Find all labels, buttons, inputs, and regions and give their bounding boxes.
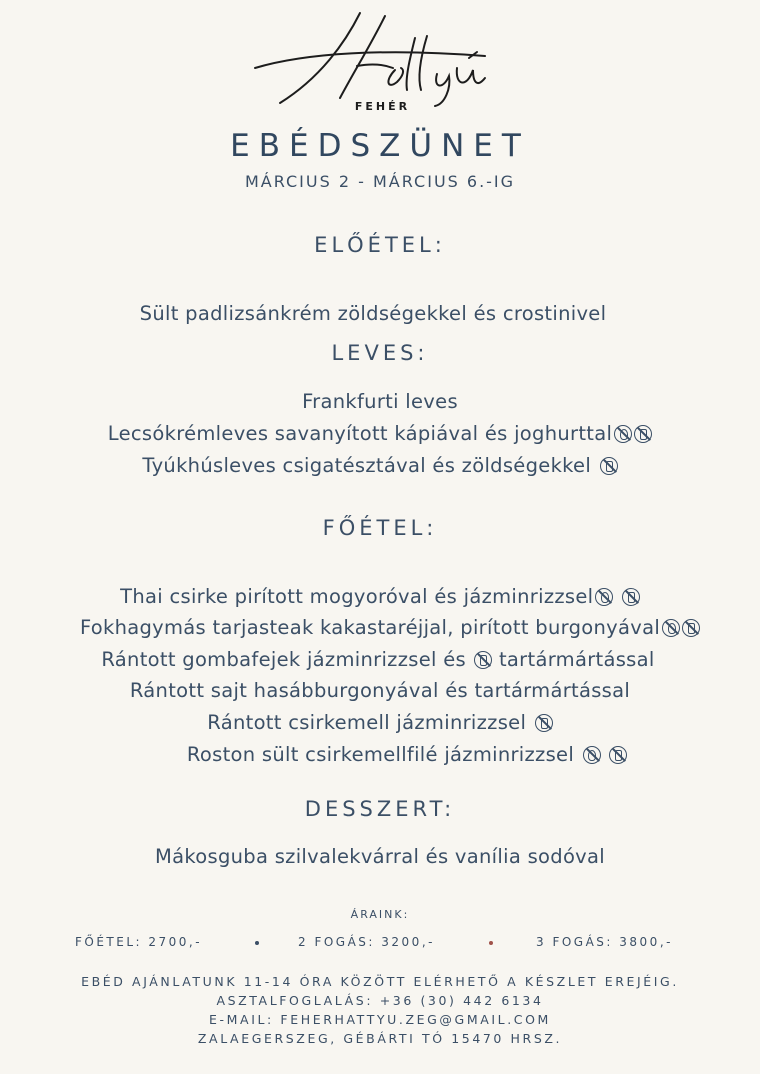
price-three-courses: 3 FOGÁS: 3800,- (536, 935, 673, 949)
dish-item-row (0, 454, 760, 477)
section-heading-eloetel: ELŐÉTEL: (314, 233, 446, 257)
dish-item-row (10, 616, 760, 639)
no-lactose-icon (634, 425, 652, 443)
section-heading-desszert: DESSZERT: (304, 797, 456, 821)
prices-heading: ÁRAINK: (350, 908, 410, 921)
dish-item-row (0, 585, 760, 608)
no-lactose-icon (622, 588, 640, 606)
section-heading-foetel: FŐÉTEL: (322, 516, 438, 540)
no-gluten-icon (662, 619, 680, 637)
dish-item: Rántott csirkemell jázminrizzsel (207, 711, 527, 734)
date-range: MÁRCIUS 2 - MÁRCIUS 6.-IG (244, 172, 516, 191)
dish-item: Frankfurti leves (302, 390, 458, 413)
no-lactose-icon (535, 714, 553, 732)
no-lactose-icon (609, 746, 627, 764)
dish-item-row (0, 422, 760, 445)
dish-item: Roston sült csirkemellfilé jázminrizzsel (186, 743, 575, 766)
dish-item: Sült padlizsánkrém zöldségekkel és crostinivel (139, 302, 607, 325)
dish-item: Tyúkhúsleves csigatésztával és zöldségekkel (142, 454, 592, 477)
dish-item: Fokhagymás tarjasteak kakastaréjjal, pirított burgonyával (79, 616, 661, 639)
logo-script-signature (245, 8, 520, 108)
footer-availability: EBÉD AJÁNLATUNK 11-14 ÓRA KÖZÖTT ELÉRHETŐ A KÉSZLET EREJÉIG. (81, 974, 679, 989)
dish-item: Thai csirke pirított mogyoróval és jázminrizzsel (120, 585, 594, 608)
separator-dot (255, 941, 259, 945)
separator-dot (489, 941, 493, 945)
dish-item-row (0, 648, 758, 671)
dish-item: Rántott sajt hasábburgonyával és tartármártással (129, 679, 631, 702)
footer-phone: ASZTALFOGLALÁS: +36 (30) 442 6134 (216, 993, 544, 1008)
section-heading-leves: LEVES: (331, 341, 429, 365)
price-two-courses: 2 FOGÁS: 3200,- (298, 935, 435, 949)
price-main-course: FŐÉTEL: 2700,- (75, 935, 203, 949)
no-gluten-icon (614, 425, 632, 443)
no-lactose-icon (600, 457, 618, 475)
dish-item: tartármártással (498, 648, 655, 671)
dish-item-row (0, 711, 760, 734)
dish-item-row (27, 743, 760, 766)
logo (245, 8, 520, 123)
no-lactose-icon (682, 619, 700, 637)
dish-item: Mákosguba szilvalekvárral és vanília sodóval (154, 845, 605, 868)
no-lactose-icon (474, 651, 492, 669)
dish-item: Rántott gombafejek jázminrizzsel és (101, 648, 466, 671)
dish-item: Lecsókrémleves savanyított kápiával és joghurttal (107, 422, 613, 445)
footer-email: E-MAIL: FEHERHATTYU.ZEG@GMAIL.COM (209, 1012, 551, 1027)
footer-address: ZALAEGERSZEG, GÉBÁRTI TÓ 15470 HRSZ. (197, 1031, 563, 1046)
no-gluten-icon (595, 588, 613, 606)
page-title: EBÉDSZÜNET (230, 128, 530, 164)
no-gluten-icon (583, 746, 601, 764)
logo-subtitle: FEHÉR (354, 100, 411, 113)
